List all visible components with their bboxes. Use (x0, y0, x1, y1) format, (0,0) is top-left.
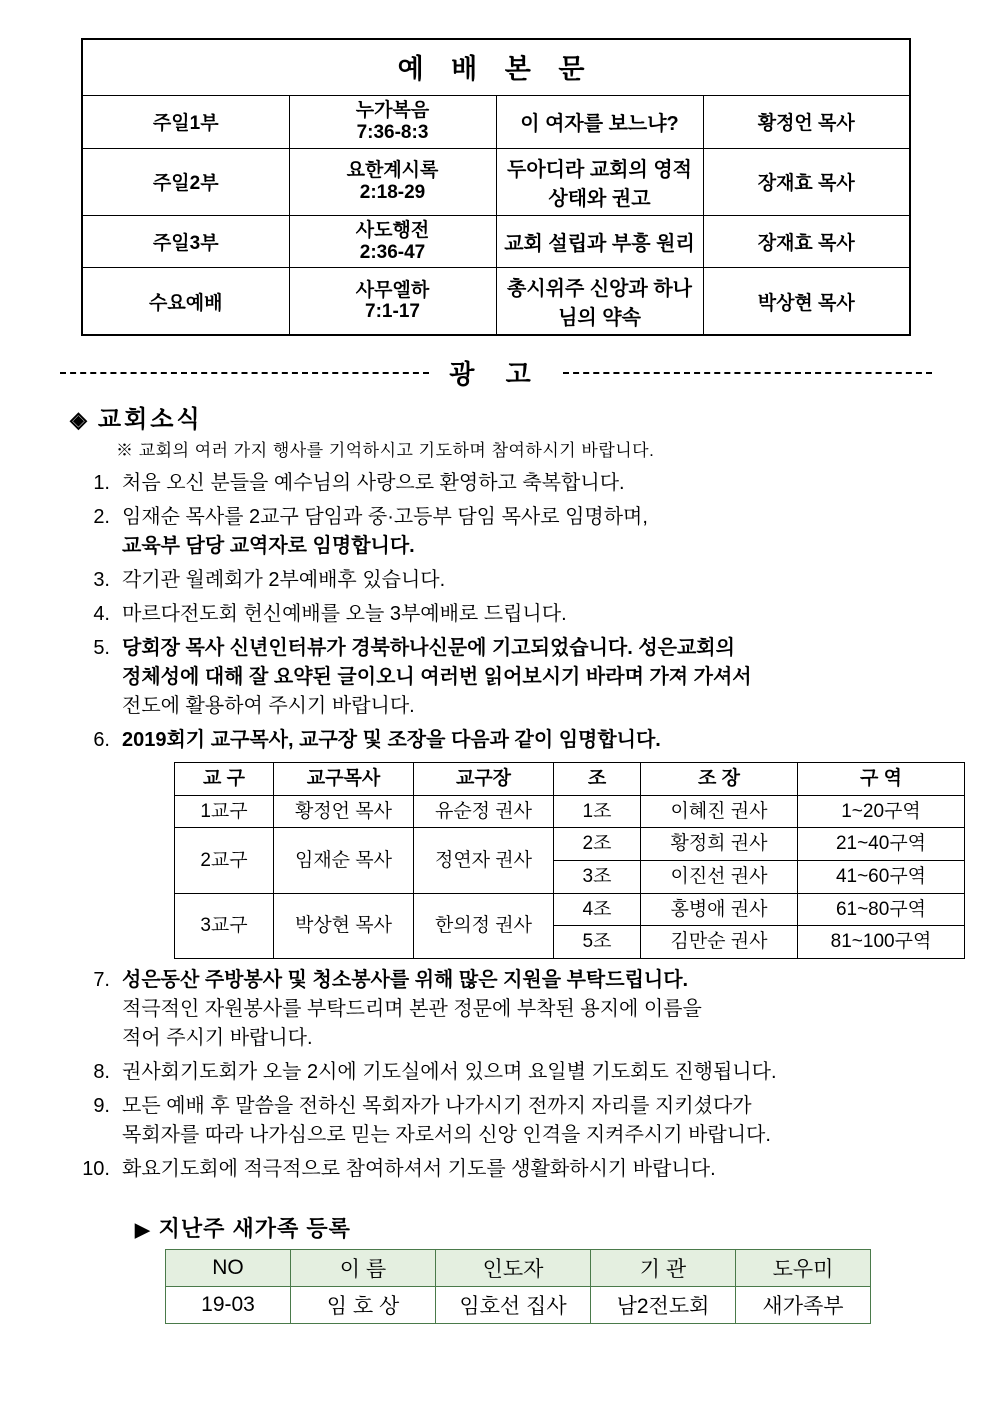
column-header-guide: 인도자 (436, 1249, 591, 1286)
notice-number: 2. (93, 506, 110, 529)
table-row (166, 1286, 871, 1323)
notice-number: 1. (93, 472, 110, 495)
notice-number: 7. (93, 968, 110, 991)
list-item (60, 566, 932, 595)
district-pastor: 황정언 목사 (274, 795, 414, 828)
team-name: 4조 (554, 893, 641, 926)
table-header-row (175, 763, 965, 796)
church-news-heading (70, 399, 932, 434)
worship-reference (289, 268, 496, 336)
worship-part: 주일1부 (82, 96, 289, 149)
notice-line: 2019회기 교구목사, 교구장 및 조장을 다음과 같이 임명합니다. (122, 729, 661, 752)
worship-pastor: 황정언 목사 (703, 96, 910, 149)
team-area: 21~40구역 (798, 828, 965, 861)
notice-line: 적극적인 자원봉사를 부탁드리며 본관 정문에 부착된 용지에 이름을 (122, 997, 702, 1020)
list-item (60, 1092, 932, 1150)
district-leader: 정연자 권사 (414, 828, 554, 893)
announcement-header (60, 354, 932, 391)
new-family-name: 임 호 상 (291, 1286, 436, 1323)
notice-number: 8. (93, 1060, 110, 1083)
team-name: 3조 (554, 861, 641, 894)
column-header-area: 구 역 (798, 763, 965, 796)
notice-line: 임재순 목사를 2교구 담임과 중·고등부 담임 목사로 임명하며, (122, 506, 648, 529)
list-item (60, 966, 932, 1053)
team-name: 1조 (554, 795, 641, 828)
worship-reference (289, 215, 496, 268)
worship-part: 수요예배 (82, 268, 289, 336)
worship-reference-verse: 2:36-47 (359, 241, 426, 263)
table-row (82, 148, 910, 215)
table-header-row (166, 1249, 871, 1286)
column-header-district-leader: 교구장 (414, 763, 554, 796)
worship-pastor: 장재효 목사 (703, 215, 910, 268)
list-item (60, 1155, 932, 1184)
column-header-district: 교 구 (175, 763, 274, 796)
team-name: 2조 (554, 828, 641, 861)
diamond-icon: ◈ (70, 407, 90, 433)
worship-topic: 교회 설립과 부흥 원리 (496, 215, 703, 268)
new-family-organization: 남2전도회 (591, 1286, 736, 1323)
notice-line: 적어 주시기 바랍니다. (122, 1026, 313, 1049)
notice-line: 정체성에 대해 잘 요약된 글이오니 여러번 읽어보시기 바라며 가져 가셔서 (122, 666, 752, 689)
notice-line: 마르다전도회 헌신예배를 오늘 3부예배로 드립니다. (122, 603, 567, 626)
worship-reference-book: 요한계시록 (346, 159, 439, 181)
notice-line: 전도에 활용하여 주시기 바랍니다. (122, 695, 415, 718)
column-header-no: NO (166, 1249, 291, 1286)
divider-right (563, 372, 932, 374)
worship-pastor: 박상현 목사 (703, 268, 910, 336)
list-item (60, 726, 932, 958)
new-family-helper: 새가족부 (736, 1286, 871, 1323)
team-name: 5조 (554, 926, 641, 959)
worship-pastor: 장재효 목사 (703, 148, 910, 215)
team-area: 41~60구역 (798, 861, 965, 894)
notice-list (60, 469, 932, 1183)
district-name: 3교구 (175, 893, 274, 958)
worship-reference (289, 148, 496, 215)
district-table-body (175, 795, 965, 958)
worship-part: 주일3부 (82, 215, 289, 268)
team-leader: 이혜진 권사 (641, 795, 798, 828)
new-family-table-head (166, 1249, 871, 1286)
team-area: 61~80구역 (798, 893, 965, 926)
worship-part: 주일2부 (82, 148, 289, 215)
table-row (82, 268, 910, 336)
column-header-organization: 기 관 (591, 1249, 736, 1286)
notice-number: 6. (93, 729, 110, 752)
worship-topic: 이 여자를 보느냐? (496, 96, 703, 149)
divider-left (60, 372, 429, 374)
notice-number: 3. (93, 569, 110, 592)
district-leader: 유순정 권사 (414, 795, 554, 828)
list-item (60, 1058, 932, 1087)
notice-line: 화요기도회에 적극적으로 참여하셔서 기도를 생활화하시기 바랍니다. (122, 1157, 716, 1180)
worship-title-row (82, 39, 910, 96)
notice-line: 처음 오신 분들을 예수님의 사랑으로 환영하고 축복합니다. (122, 472, 625, 495)
list-item (60, 634, 932, 721)
notice-line: 당회장 목사 신년인터뷰가 경북하나신문에 기고되었습니다. 성은교회의 (122, 637, 735, 660)
worship-reference-verse: 7:1-17 (365, 301, 420, 323)
church-news-note: ※ 교회의 여러 가지 행사를 기억하시고 기도하며 참여하시기 바랍니다. (116, 441, 655, 461)
table-row (82, 96, 910, 149)
district-assignment-table (174, 762, 965, 958)
triangle-right-icon: ▶ (135, 1219, 151, 1241)
new-family-heading-label: 지난주 새가족 등록 (158, 1215, 351, 1241)
worship-title: 예 배 본 문 (82, 39, 910, 96)
district-name: 2교구 (175, 828, 274, 893)
table-row (175, 795, 965, 828)
table-row (175, 828, 965, 861)
notice-line: 목회자를 따라 나가심으로 믿는 자로서의 신앙 인격을 지켜주시기 바랍니다. (122, 1123, 771, 1146)
notice-number: 4. (93, 603, 110, 626)
worship-topic: 두아디라 교회의 영적 상태와 권고 (496, 148, 703, 215)
list-item (60, 469, 932, 498)
team-leader: 이진선 권사 (641, 861, 798, 894)
worship-reference-verse: 2:18-29 (359, 181, 426, 203)
new-family-heading (135, 1212, 932, 1243)
worship-reference (289, 96, 496, 149)
new-family-guide: 임호선 집사 (436, 1286, 591, 1323)
team-leader: 홍병애 권사 (641, 893, 798, 926)
column-header-team: 조 (554, 763, 641, 796)
team-leader: 황정희 권사 (641, 828, 798, 861)
new-family-table (165, 1249, 871, 1324)
column-header-district-pastor: 교구목사 (274, 763, 414, 796)
notice-line: 권사회기도회가 오늘 2시에 기도실에서 있으며 요일별 기도회도 진행됩니다. (122, 1060, 777, 1083)
team-area: 81~100구역 (798, 926, 965, 959)
new-family-table-body (166, 1286, 871, 1323)
list-item (60, 503, 932, 561)
notice-line: 모든 예배 후 말씀을 전하신 목회자가 나가시기 전까지 자리를 지키셨다가 (122, 1094, 752, 1117)
notice-number: 5. (93, 637, 110, 660)
announcement-title: 광 고 (449, 359, 543, 390)
worship-reference-book: 사무엘하 (355, 279, 430, 301)
column-header-helper: 도우미 (736, 1249, 871, 1286)
district-table-head (175, 763, 965, 796)
team-area: 1~20구역 (798, 795, 965, 828)
worship-topic: 총시위주 신앙과 하나님의 약속 (496, 268, 703, 336)
worship-table (81, 38, 911, 336)
district-pastor: 임재순 목사 (274, 828, 414, 893)
worship-reference-verse: 7:36-8:3 (356, 121, 429, 143)
notice-line: 성은동산 주방봉사 및 청소봉사를 위해 많은 지원을 부탁드립니다. (122, 968, 689, 991)
new-family-no: 19-03 (166, 1286, 291, 1323)
worship-table-body (82, 39, 910, 335)
column-header-name: 이 름 (291, 1249, 436, 1286)
notice-number: 10. (82, 1157, 110, 1180)
district-name: 1교구 (175, 795, 274, 828)
worship-reference-book: 사도행전 (355, 219, 430, 241)
team-leader: 김만순 권사 (641, 926, 798, 959)
column-header-team-leader: 조 장 (641, 763, 798, 796)
table-row (175, 893, 965, 926)
district-leader: 한의정 권사 (414, 893, 554, 958)
notice-line: 교육부 담당 교역자로 임명합니다. (122, 535, 415, 558)
notice-line: 각기관 월례회가 2부예배후 있습니다. (122, 569, 446, 592)
district-pastor: 박상현 목사 (274, 893, 414, 958)
notice-number: 9. (93, 1094, 110, 1117)
list-item (60, 600, 932, 629)
worship-reference-book: 누가복음 (355, 100, 430, 121)
church-news-heading-label: 교회소식 (97, 406, 203, 434)
table-row (82, 215, 910, 268)
